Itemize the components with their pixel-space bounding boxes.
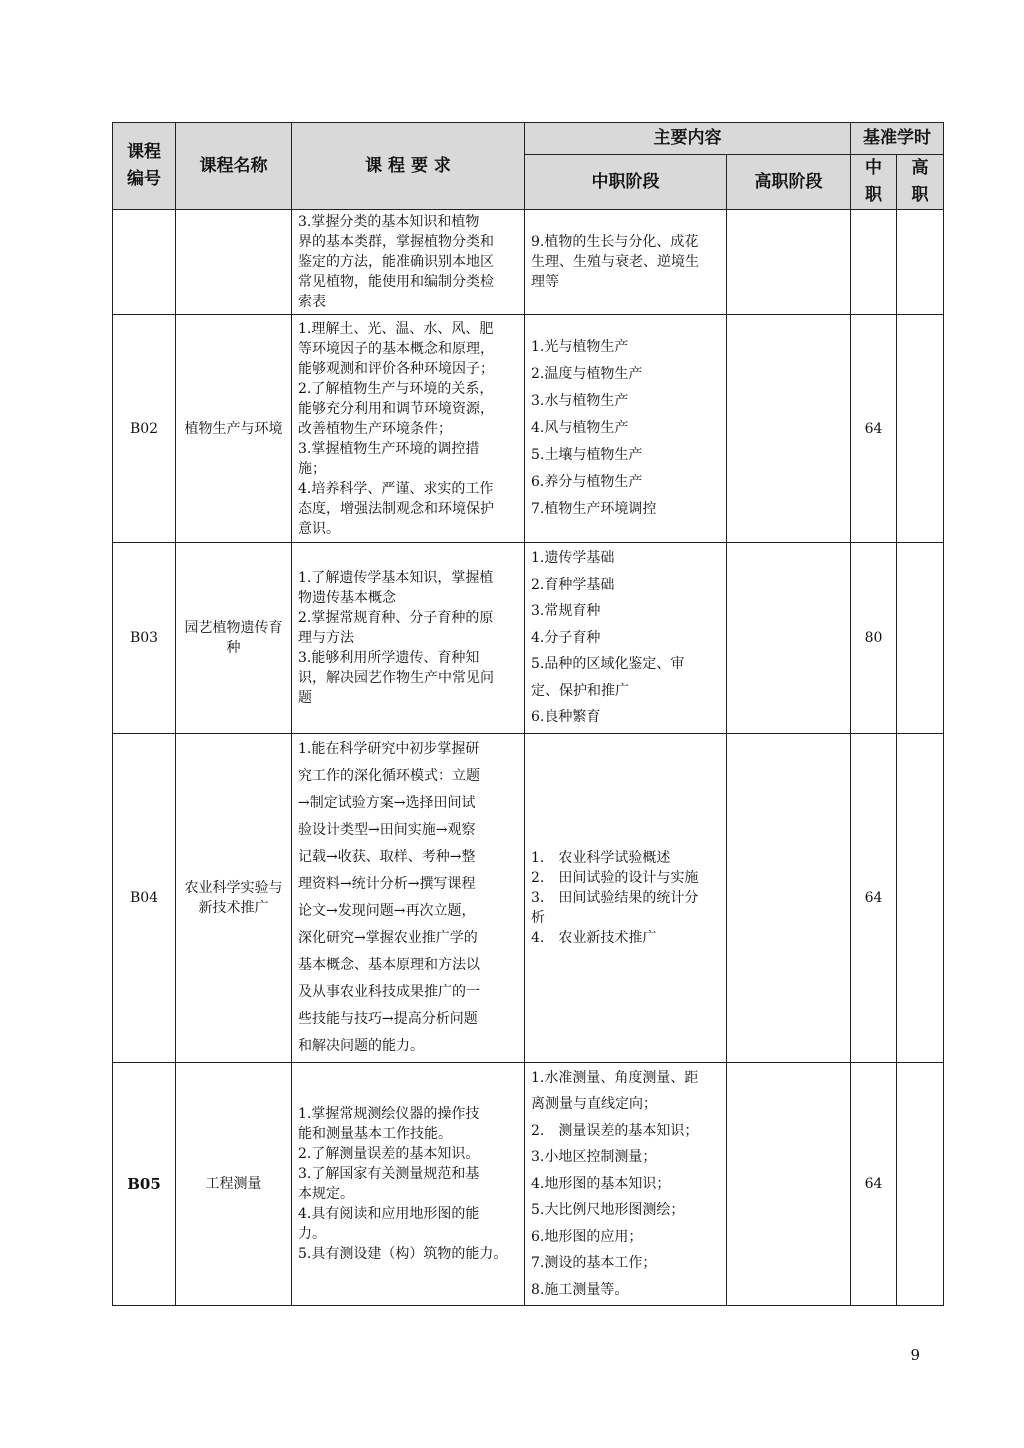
course-code <box>113 210 176 315</box>
table-row <box>113 315 944 543</box>
header-code: 课程 编号 <box>113 123 176 210</box>
mid-stage-content: 1.水准测量、角度测量、距 离测量与直线定向； 2. 测量误差的基本知识； 3.小地区控制测量； 4.地形图的基本知识； 5.大比例尺地形图测绘； 6.地形图的应用； 7.测设的基本工作； 8.施工测量等。 <box>525 1062 727 1306</box>
course-code: B04 <box>113 733 176 1062</box>
table-row <box>113 210 944 315</box>
course-name <box>176 210 292 315</box>
header-base-hours: 基准学时 <box>851 123 944 155</box>
course-name: 植物生产与环境 <box>176 315 292 543</box>
course-requirements: 1.能在科学研究中初步掌握研 究工作的深化循环模式：立题 →制定试验方案→选择田间试 验设计类型→田间实施→观察 记载→收获、取样、考种→整 理资料→统计分析→撰写课程 论文→发现问题→再次立题， 深化研究→掌握农业推广学的 基本概念、基本原理和方法以 及从事农业科技成果推广的一 些技能与技巧→提高分析问题 和解决问题的能力。 <box>292 733 525 1062</box>
mid-stage-content: 9.植物的生长与分化、成花 生理、生殖与衰老、逆境生 理等 <box>525 210 727 315</box>
course-name: 工程测量 <box>176 1062 292 1306</box>
mid-hours <box>851 210 897 315</box>
high-hours <box>897 1062 944 1306</box>
mid-hours: 64 <box>851 1062 897 1306</box>
course-requirements: 3.掌握分类的基本知识和植物 界的基本类群，掌握植物分类和 鉴定的方法，能准确识别本地区 常见植物，能使用和编制分类检 索表 <box>292 210 525 315</box>
course-requirements: 1.了解遗传学基本知识，掌握植 物遗传基本概念 2.掌握常规育种、分子育种的原 理与方法 3.能够利用所学遗传、育种知 识，解决园艺作物生产中常见问 题 <box>292 543 525 734</box>
course-name: 农业科学实验与新技术推广 <box>176 733 292 1062</box>
mid-stage-content: 1.光与植物生产 2.温度与植物生产 3.水与植物生产 4.风与植物生产 5.土壤与植物生产 6.养分与植物生产 7.植物生产环境调控 <box>525 315 727 543</box>
course-code: B05 <box>113 1062 176 1306</box>
high-stage-content <box>727 543 851 734</box>
high-hours <box>897 315 944 543</box>
header-high-stage: 高职阶段 <box>727 155 851 210</box>
table-row <box>113 733 944 1062</box>
high-stage-content <box>727 1062 851 1306</box>
mid-hours: 64 <box>851 315 897 543</box>
high-stage-content <box>727 315 851 543</box>
header-row-1 <box>113 123 944 155</box>
header-name: 课程名称 <box>176 123 292 210</box>
mid-hours: 64 <box>851 733 897 1062</box>
course-code: B02 <box>113 315 176 543</box>
mid-stage-content: 1.遗传学基础 2.育种学基础 3.常规育种 4.分子育种 5.品种的区域化鉴定、审 定、保护和推广 6.良种繁育 <box>525 543 727 734</box>
course-table <box>112 122 944 1306</box>
mid-hours: 80 <box>851 543 897 734</box>
high-hours <box>897 210 944 315</box>
course-code: B03 <box>113 543 176 734</box>
page-number: 9 <box>910 1346 920 1364</box>
table-row <box>113 543 944 734</box>
mid-stage-content: 1. 农业科学试验概述 2. 田间试验的设计与实施 3. 田间试验结果的统计分 析 4. 农业新技术推广 <box>525 733 727 1062</box>
high-stage-content <box>727 733 851 1062</box>
course-requirements: 1.理解土、光、温、水、风、肥 等环境因子的基本概念和原理， 能够观测和评价各种环境因子； 2.了解植物生产与环境的关系， 能够充分利用和调节环境资源， 改善植物生产环境条件； 3.掌握植物生产环境的调控措 施； 4.培养科学、严谨、求实的工作 态度，增强法制观念和环境保护 意识。 <box>292 315 525 543</box>
header-main-content: 主要内容 <box>525 123 851 155</box>
header-requirements: 课 程 要 求 <box>292 123 525 210</box>
course-name: 园艺植物遗传育种 <box>176 543 292 734</box>
header-mid-hours: 中 职 <box>851 155 897 210</box>
course-requirements: 1.掌握常规测绘仪器的操作技 能和测量基本工作技能。 2.了解测量误差的基本知识。 3.了解国家有关测量规范和基 本规定。 4.具有阅读和应用地形图的能 力。 5.具有测设建（构）筑物的能力。 <box>292 1062 525 1306</box>
high-hours <box>897 733 944 1062</box>
table-row <box>113 1062 944 1306</box>
header-mid-stage: 中职阶段 <box>525 155 727 210</box>
header-high-hours: 高 职 <box>897 155 944 210</box>
high-hours <box>897 543 944 734</box>
high-stage-content <box>727 210 851 315</box>
